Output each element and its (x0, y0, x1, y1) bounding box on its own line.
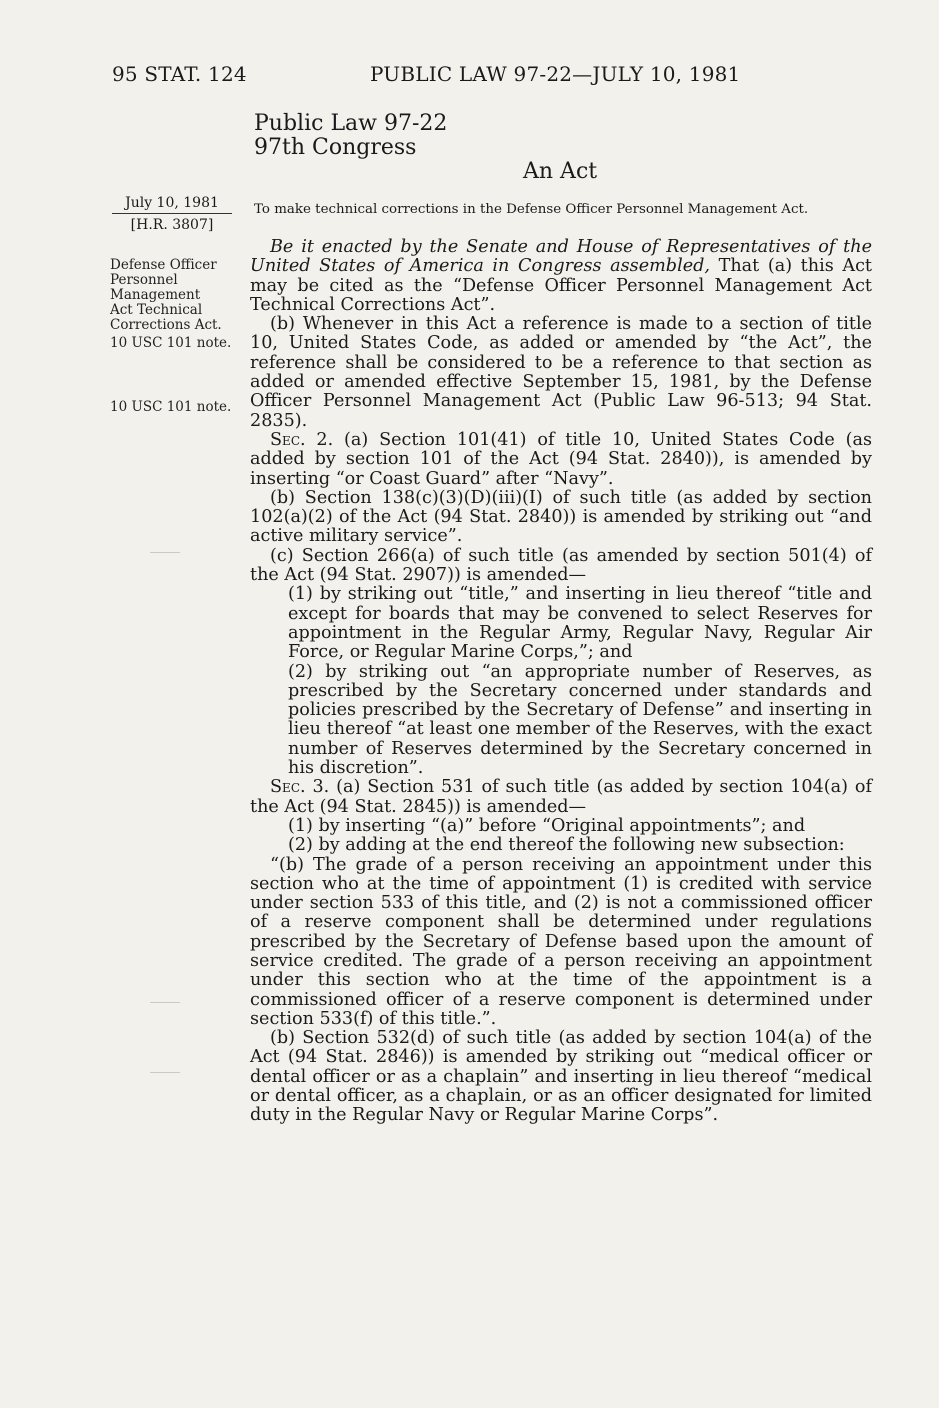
public-law-number: Public Law 97-22 (254, 111, 448, 136)
section-3a (250, 778, 872, 817)
enactment-date-block (112, 195, 232, 233)
sidenote-line: Defense Officer (110, 257, 217, 273)
enacting-clause: Be it enacted by the Senate and House of Representatives of the United States of America in Congress assembled, (250, 237, 872, 277)
enacting-paragraph (250, 238, 872, 315)
sidenote-line: Act Technical (110, 302, 203, 318)
act-heading: An Act (523, 159, 598, 184)
section-3a-2: (2) by adding at the end thereof the following new subsection: (288, 835, 845, 856)
divider (112, 213, 232, 214)
paragraph-1b: (b) Whenever in this Act a reference is made to a section of title 10, United States Code, as added or amended by “the Act”, the reference shall be considered to be a reference to that section as added or amended effective September 15, 1981, by the Defense Officer Personnel Management Act (Public Law 96-513; 94 Stat. 2835). (250, 314, 872, 431)
stat-page-number: 95 STAT. 124 (112, 62, 247, 86)
bill-number: [H.R. 3807] (130, 217, 214, 233)
section-label: Sec. 2. (270, 429, 334, 450)
section-label: Sec. 3. (270, 777, 330, 798)
usc-sidenote: 10 USC 101 note. (110, 335, 232, 351)
act-body (250, 238, 872, 1126)
section-3b: (b) Section 532(d) of such title (as added by section 104(a) of the Act (94 Stat. 2846)) is amended by striking out “medical officer or dental officer or as a chaplain” and inserting in lieu thereof “medical or dental officer, as a chaplain, or as an officer designated for limited duty in the Regular Navy or Regular Marine Corps”. (250, 1028, 872, 1126)
bleed-through-mark (150, 552, 180, 553)
act-purpose: To make technical corrections in the Defense Officer Personnel Management Act. (254, 202, 809, 217)
short-title-sidenote (110, 258, 240, 333)
section-text: (a) Section 531 of such title (as added by section 104(a) of the Act (94 Stat. 2845)) is amended— (250, 777, 872, 817)
sidenote-line: Personnel (110, 272, 178, 288)
new-subsection-quote: “(b) The grade of a person receiving an appointment under this section who at the time of appointment (1) is credited with service under section 533 of this title, and (2) is not a commissioned officer of a reserve component shall be determined under regulations prescribed by the Secretary of Defense based upon the amount of service credited. The grade of a person receiving an appointment under this section who at the time of the appointment is a commissioned officer of a reserve component is determined under section 533(f) of this title.”. (250, 854, 872, 1029)
section-2c-2: (2) by striking out “an appropriate number of Reserves, as prescribed by the Secretary concerned under standards and policies prescribed by the Secretary of Defense” and inserting in lieu thereof “at least one member of the Reserves, with the exact number of Reserves determined by the Secretary concerned in his discretion”. (288, 661, 872, 779)
section-2c-1: (1) by striking out “title,” and inserting in lieu thereof “title and except for boards that may be convened to select Reserves for appointment in the Regular Army, Regular Navy, Regular Air Force, or Regular Marine Corps,”; and (288, 584, 872, 663)
running-title: PUBLIC LAW 97-22—JULY 10, 1981 (370, 62, 741, 86)
bleed-through-mark (150, 1072, 180, 1073)
enactment-date: July 10, 1981 (125, 195, 219, 211)
section-2a (250, 431, 872, 489)
section-3a-1: (1) by inserting “(a)” before “Original appointments”; and (288, 815, 806, 836)
sidenote-line: Corrections Act. (110, 317, 222, 333)
bleed-through-mark (150, 1002, 180, 1003)
usc-sidenote: 10 USC 101 note. (110, 399, 232, 415)
section-2b: (b) Section 138(c)(3)(D)(iii)(I) of such title (as added by section 102(a)(2) of the Act (94 Stat. 2840)) is amended by striking out “and active military service”. (250, 487, 872, 547)
section-text: (a) Section 101(41) of title 10, United States Code (as added by section 101 of the Act (94 Stat. 2840)), is amended by inserting “or Coast Guard” after “Navy”. (250, 429, 872, 489)
short-title-text: That (a) this Act may be cited as the “Defense Officer Personnel Management Act Technical Corrections Act”. (250, 256, 872, 315)
sidenote-line: Management (110, 287, 201, 303)
section-2c: (c) Section 266(a) of such title (as amended by section 501(4) of the Act (94 Stat. 2907)) is amended— (250, 545, 872, 586)
congress-number: 97th Congress (254, 135, 417, 160)
